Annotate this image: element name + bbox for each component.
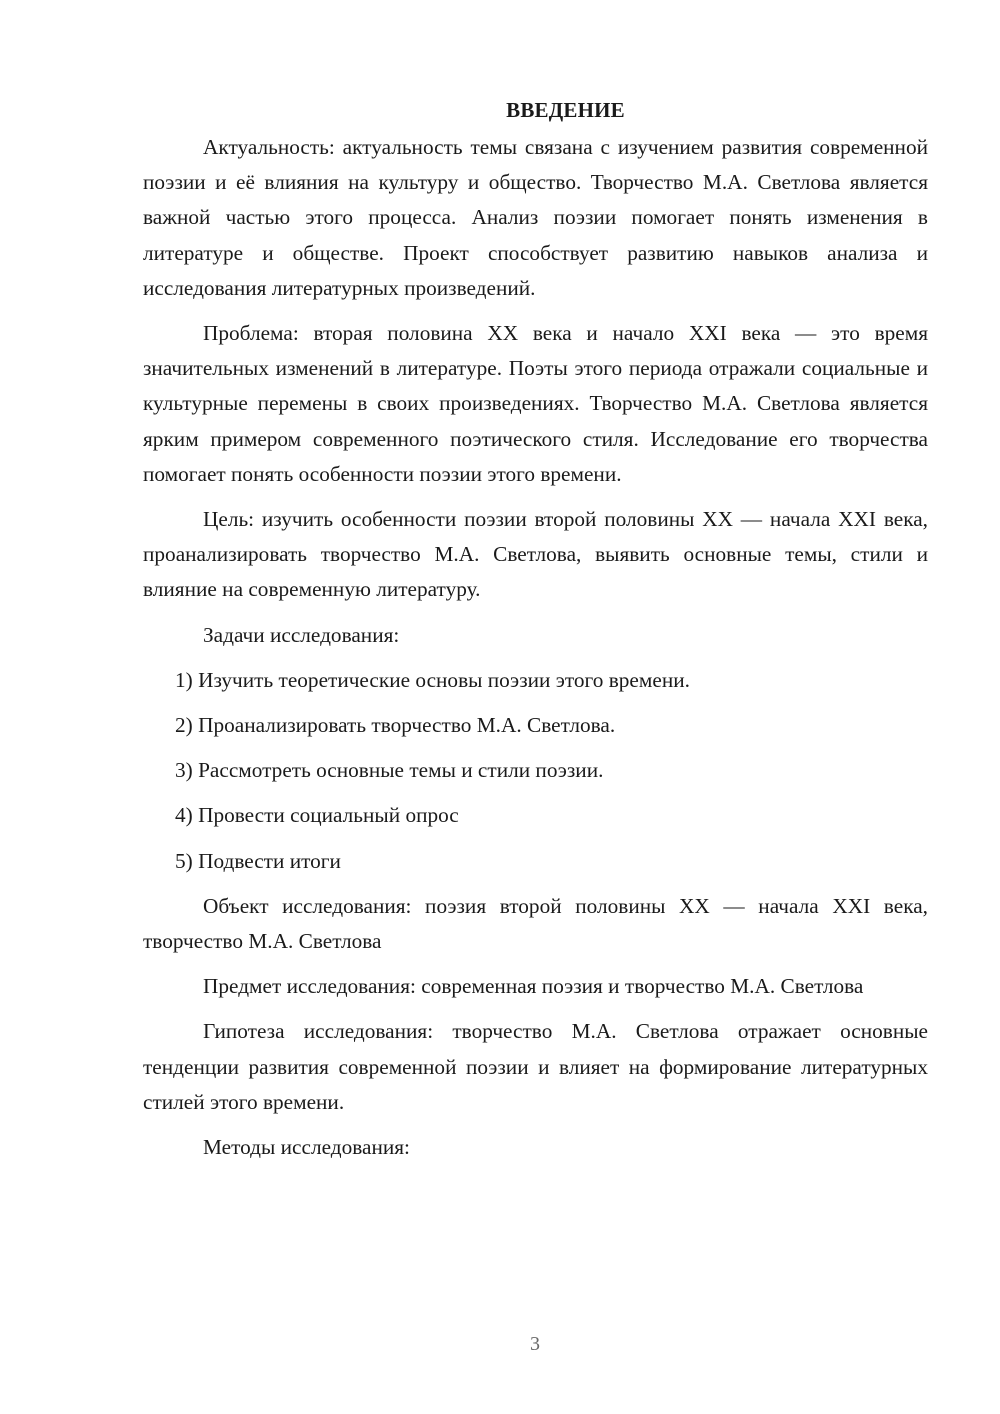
subject-paragraph: Предмет исследования: современная поэзия и творчество М.А. Светлова <box>203 974 864 999</box>
hypothesis-paragraph: Гипотеза исследования: творчество М.А. Светлова отражает основные тенденции развития современной поэзии и влияет на формирование литературных стилей этого времени. <box>143 1019 928 1114</box>
goal-paragraph: Цель: изучить особенности поэзии второй половины XX — начала XXI века, проанализировать творчество М.А. Светлова, выявить основные темы, стили и влияние на современную литературу. <box>143 507 928 602</box>
problem-paragraph: Проблема: вторая половина XX века и начало XXI века — это время значительных изменений в литературе. Поэты этого периода отражали социальные и культурные перемены в своих произведениях. Творчество М.А. Светлова является ярким примером современного поэтического стиля. Исследование его творчества помогает понять особенности поэзии этого времени. <box>143 321 928 486</box>
document-page <box>143 92 928 1165</box>
list-item: 5) Подвести итоги <box>175 848 341 873</box>
page-number: 3 <box>530 1333 540 1355</box>
methods-heading: Методы исследования: <box>203 1135 410 1160</box>
section-heading: ВВЕДЕНИЕ <box>506 98 625 122</box>
list-item: 4) Провести социальный опрос <box>175 803 459 828</box>
relevance-paragraph: Актуальность: актуальность темы связана с изучением развития современной поэзии и её влияния на культуру и общество. Творчество М.А. Светлова является важной частью этого процесса. Анализ поэзии помогает понять изменения в литературе и обществе. Проект способствует развитию навыков анализа и исследования литературных произведений. <box>143 135 928 300</box>
tasks-heading: Задачи исследования: <box>203 622 400 647</box>
list-item: 3) Рассмотреть основные темы и стили поэзии. <box>175 758 604 783</box>
tasks-list <box>143 663 928 879</box>
object-paragraph: Объект исследования: поэзия второй половины XX — начала XXI века, творчество М.А. Светлова <box>143 893 928 954</box>
list-item: 1) Изучить теоретические основы поэзии этого времени. <box>175 667 690 692</box>
list-item: 2) Проанализировать творчество М.А. Светлова. <box>175 713 616 738</box>
